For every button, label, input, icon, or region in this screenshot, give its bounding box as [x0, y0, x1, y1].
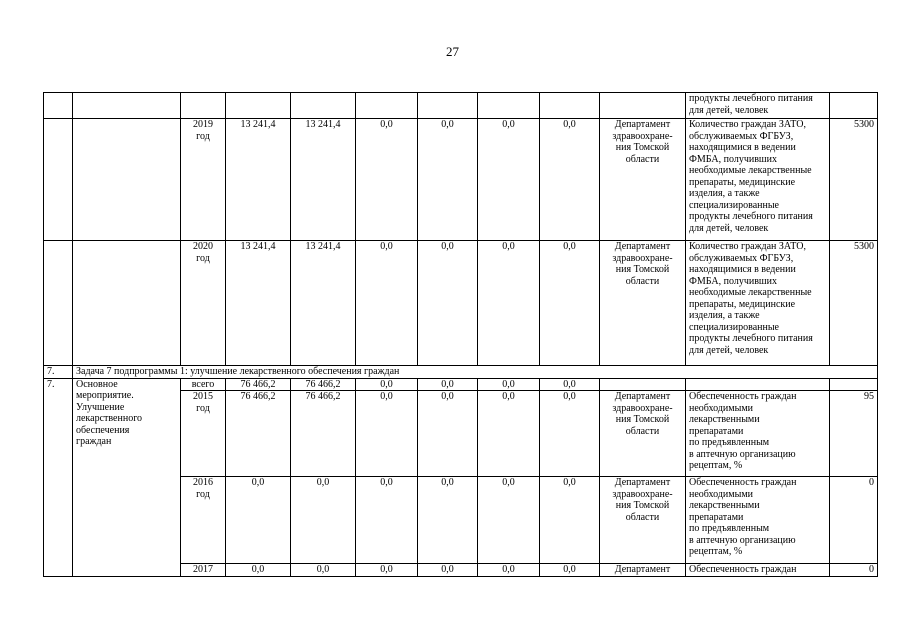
value-cell: 0,0	[478, 119, 540, 241]
year-cell: всего	[181, 378, 226, 391]
task-row	[44, 366, 878, 379]
value-cell: 13 241,4	[226, 119, 291, 241]
indicator-cell: Количество граждан ЗАТО, обслуживаемых ФГБУЗ, находящимися в ведении ФМБА, получивших необходимые лекарственные препараты, медицинские изделия, а также специализированные продукты лечебного питания для детей, человек	[686, 241, 830, 366]
value-cell: 76 466,2	[226, 378, 291, 391]
table-row-total	[44, 378, 878, 391]
value-cell: 0,0	[478, 241, 540, 366]
target-cell: 0	[830, 564, 878, 577]
value-cell: 0,0	[356, 119, 418, 241]
value-cell: 0,0	[540, 378, 600, 391]
table-row-2019	[44, 119, 878, 241]
value-cell: 0,0	[356, 241, 418, 366]
value-cell: 0,0	[418, 119, 478, 241]
target-cell: 5300	[830, 241, 878, 366]
executor-cell: Департамент здравоохране- ния Томской области	[600, 119, 686, 241]
value-cell: 0,0	[478, 477, 540, 564]
value-cell: 0,0	[418, 564, 478, 577]
value-cell: 0,0	[540, 564, 600, 577]
value-cell: 0,0	[418, 241, 478, 366]
indicator-cell: Количество граждан ЗАТО, обслуживаемых ФГБУЗ, находящимися в ведении ФМБА, получивших необходимые лекарственные препараты, медицинские изделия, а также специализированные продукты лечебного питания для детей, человек	[686, 119, 830, 241]
value-cell: 0,0	[540, 241, 600, 366]
value-cell: 13 241,4	[291, 241, 356, 366]
activity-number: 7.	[44, 378, 73, 576]
value-cell: 0,0	[478, 564, 540, 577]
value-cell: 13 241,4	[291, 119, 356, 241]
value-cell: 76 466,2	[291, 391, 356, 477]
value-cell: 13 241,4	[226, 241, 291, 366]
value-cell: 76 466,2	[291, 378, 356, 391]
value-cell: 0,0	[226, 477, 291, 564]
task-number: 7.	[44, 366, 73, 379]
target-cell: 95	[830, 391, 878, 477]
value-cell: 0,0	[291, 477, 356, 564]
value-cell: 0,0	[540, 477, 600, 564]
page-number: 27	[446, 44, 459, 59]
value-cell: 0,0	[356, 477, 418, 564]
indicator-cell: Обеспеченность граждан необходимыми лекарственными препаратами по предъявленным в аптечную организацию рецептам, %	[686, 477, 830, 564]
executor-cell: Департамент здравоохране- ния Томской области	[600, 477, 686, 564]
value-cell: 0,0	[356, 378, 418, 391]
year-cell: 2016 год	[181, 477, 226, 564]
indicator-cell: Обеспеченность граждан необходимыми лекарственными препаратами по предъявленным в аптечную организацию рецептам, %	[686, 391, 830, 477]
target-cell: 0	[830, 477, 878, 564]
value-cell: 0,0	[540, 119, 600, 241]
value-cell: 0,0	[418, 477, 478, 564]
target-cell: 5300	[830, 119, 878, 241]
executor-cell: Департамент	[600, 564, 686, 577]
value-cell: 0,0	[478, 378, 540, 391]
year-cell: 2020 год	[181, 241, 226, 366]
executor-cell: Департамент здравоохране- ния Томской области	[600, 391, 686, 477]
year-cell: 2015 год	[181, 391, 226, 477]
program-table	[43, 92, 878, 577]
executor-cell: Департамент здравоохране- ния Томской области	[600, 241, 686, 366]
value-cell: 0,0	[418, 378, 478, 391]
value-cell: 0,0	[478, 391, 540, 477]
value-cell: 0,0	[356, 564, 418, 577]
year-cell: 2019 год	[181, 119, 226, 241]
value-cell: 76 466,2	[226, 391, 291, 477]
value-cell: 0,0	[226, 564, 291, 577]
continued-row	[44, 93, 878, 119]
year-cell: 2017	[181, 564, 226, 577]
value-cell: 0,0	[418, 391, 478, 477]
indicator-cell: Обеспеченность граждан	[686, 564, 830, 577]
value-cell: 0,0	[291, 564, 356, 577]
task-title: Задача 7 подпрограммы 1: улучшение лекарственного обеспечения граждан	[73, 366, 878, 379]
value-cell: 0,0	[356, 391, 418, 477]
activity-name: Основное мероприятие. Улучшение лекарственного обеспечения граждан	[73, 378, 181, 576]
value-cell: 0,0	[540, 391, 600, 477]
indicator-cell: продукты лечебного питания для детей, человек	[686, 93, 830, 119]
table-row-2020	[44, 241, 878, 366]
